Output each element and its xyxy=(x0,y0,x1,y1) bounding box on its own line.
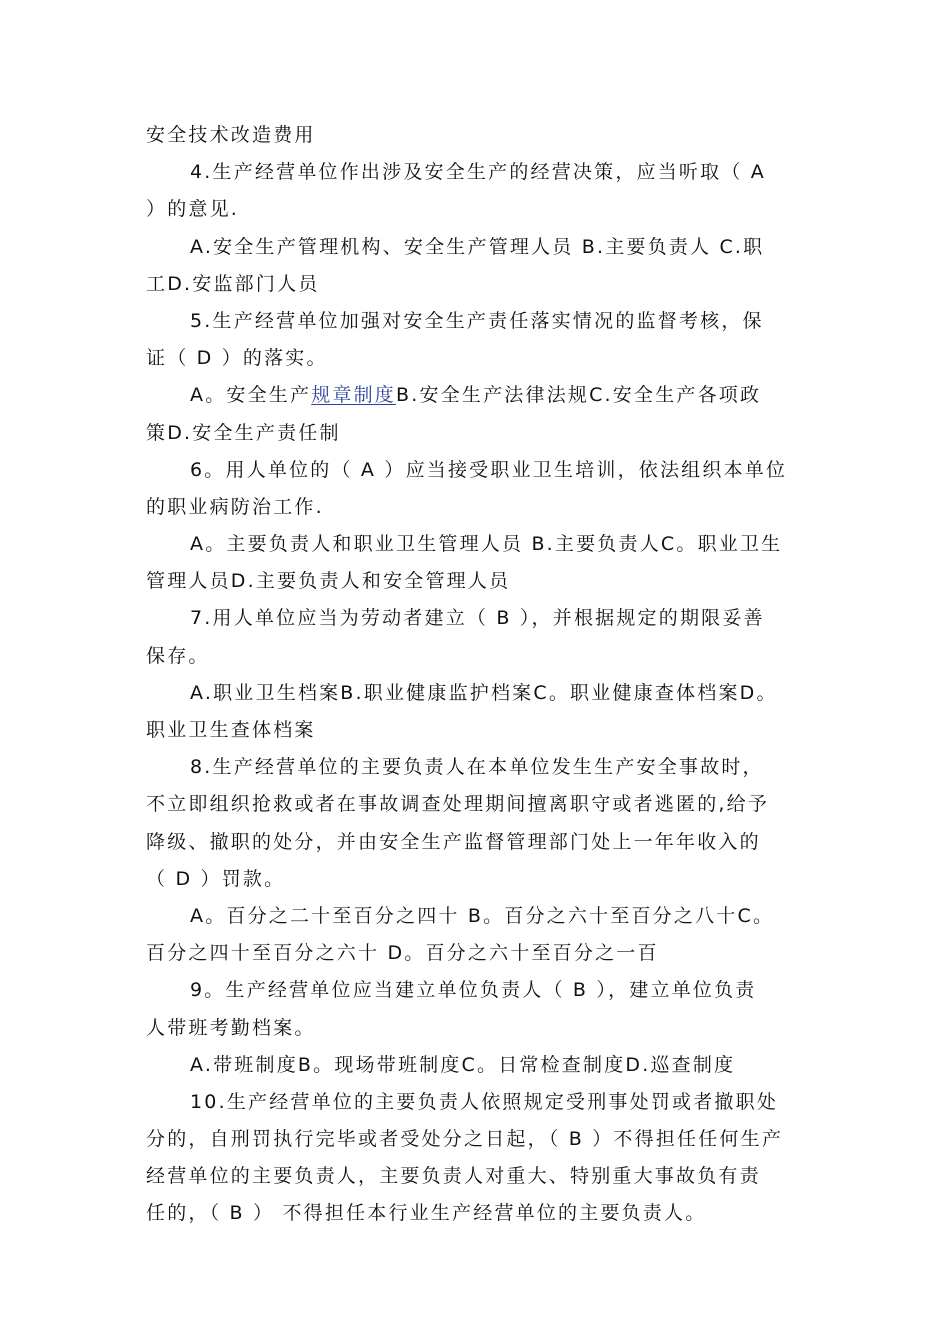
text-line: 的职业病防治工作. xyxy=(146,495,324,518)
options-line: A。主要负责人和职业卫生管理人员 B.主要负责人C。职业卫生 xyxy=(190,533,783,556)
text-line: 管理人员D.主要负责人和安全管理人员 xyxy=(146,570,511,593)
options-line: A.职业卫生档案B.职业健康监护档案C。职业健康查体档案D。 xyxy=(190,681,778,704)
text-line: 职业卫生查体档案 xyxy=(146,719,316,741)
question-10-line: 10.生产经营单位的主要负责人依照规定受刑事处罚或者撤职处 xyxy=(190,1090,779,1113)
question-8-line: 8.生产经营单位的主要负责人在本单位发生生产安全事故时， xyxy=(190,756,764,779)
option-text: A。安全生产 xyxy=(190,384,312,407)
options-line: A.安全生产管理机构、安全生产管理人员 B.主要负责人 C.职 xyxy=(190,235,765,258)
text-line: 经营单位的主要负责人，主要负责人对重大、特别重大事故负有责 xyxy=(146,1165,761,1188)
options-line: A。百分之二十至百分之四十 B。百分之六十至百分之八十C。 xyxy=(190,904,775,927)
text-line: 保存。 xyxy=(146,644,210,667)
options-line: A.带班制度B。现场带班制度C。日常检查制度D.巡查制度 xyxy=(190,1053,736,1076)
text-line: 不立即组织抢救或者在事故调查处理期间擅离职守或者逃匿的,给予 xyxy=(146,793,770,816)
text-line: 工D.安监部门人员 xyxy=(146,272,320,295)
question-5-line: 5.生产经营单位加强对安全生产责任落实情况的监督考核，保 xyxy=(190,309,764,332)
question-7-line: 7.用人单位应当为劳动者建立（ B ），并根据规定的期限妥善 xyxy=(190,607,765,630)
regulations-link[interactable]: 规章制度 xyxy=(311,384,397,407)
text-line: 人带班考勤档案。 xyxy=(146,1016,316,1039)
question-9-line: 9。生产经营单位应当建立单位负责人（ B ），建立单位负责 xyxy=(190,979,757,1002)
question-4-line: 4.生产经营单位作出涉及安全生产的经营决策，应当听取（ A xyxy=(190,161,766,184)
text-line: 安全技术改造费用 xyxy=(146,124,316,146)
text-line: ）的意见. xyxy=(146,198,240,221)
text-line: 降级、撤职的处分，并由安全生产监督管理部门处上一年年收入的 xyxy=(146,830,761,853)
text-line: （ D ）罚款。 xyxy=(146,867,286,890)
text-line: 分的，自刑罚执行完毕或者受处分之日起，（ B ）不得担任任何生产 xyxy=(146,1128,784,1151)
document-body xyxy=(146,117,814,1233)
question-6-line: 6。用人单位的（ A ）应当接受职业卫生培训，依法组织本单位 xyxy=(190,458,788,481)
text-line: 任的，（ B ） 不得担任本行业生产经营单位的主要负责人。 xyxy=(146,1202,707,1225)
text-line: 百分之四十至百分之六十 D。百分之六十至百分之一百 xyxy=(146,942,659,965)
option-text: B.安全生产法律法规C.安全生产各项政 xyxy=(396,384,762,407)
text-line: 证（ D ）的落实。 xyxy=(146,347,328,370)
text-line: 策D.安全生产责任制 xyxy=(146,421,341,444)
options-line xyxy=(146,377,814,414)
